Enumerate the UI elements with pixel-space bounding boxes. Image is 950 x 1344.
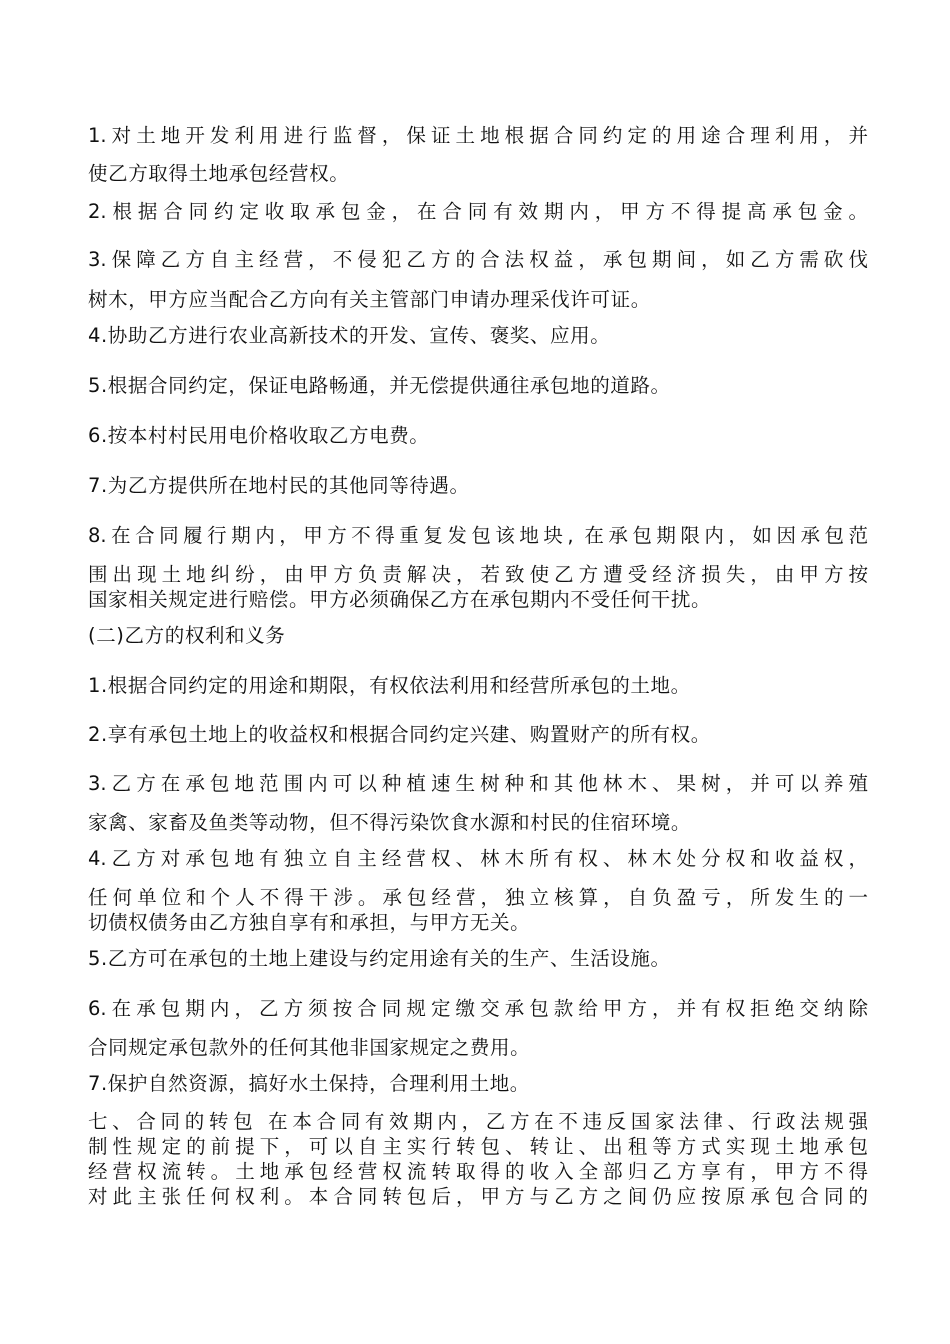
text-line: 3.乙方在承包地范围内可以种植速生树种和其他林木、果树，并可以养殖 [88, 772, 868, 795]
text-line: 1.根据合同约定的用途和期限，有权依法利用和经营所承包的土地。 [88, 674, 691, 697]
text-line: 2.享有承包土地上的收益权和根据合同约定兴建、购置财产的所有权。 [88, 723, 711, 746]
text-line: 国家相关规定进行赔偿。甲方必须确保乙方在承包期内不受任何干扰。 [88, 588, 712, 611]
text-line: 任何单位和个人不得干涉。承包经营，独立核算，自负盈亏，所发生的一 [88, 886, 868, 909]
text-line: 七、合同的转包 在本合同有效期内，乙方在不违反国家法律、行政法规强 [88, 1110, 868, 1133]
text-line: 切债权债务由乙方独自享有和承担，与甲方无关。 [88, 911, 531, 934]
text-line: 1.对土地开发利用进行监督，保证土地根据合同约定的用途合理利用，并 [88, 124, 868, 147]
text-line: 3.保障乙方自主经营，不侵犯乙方的合法权益，承包期间，如乙方需砍伐 [88, 248, 868, 271]
text-line: 4.乙方对承包地有独立自主经营权、林木所有权、林木处分权和收益权， [88, 847, 868, 870]
text-line: 2.根据合同约定收取承包金，在合同有效期内，甲方不得提高承包金。 [88, 200, 868, 223]
text-line: 经营权流转。土地承包经营权流转取得的收入全部归乙方享有，甲方不得 [88, 1160, 868, 1183]
text-line: 使乙方取得土地承包经营权。 [88, 162, 350, 185]
text-line: 家禽、家畜及鱼类等动物，但不得污染饮食水源和村民的住宿环境。 [88, 811, 692, 834]
text-line: 6.在承包期内，乙方须按合同规定缴交承包款给甲方，并有权拒绝交纳除 [88, 997, 868, 1020]
text-line: 5.根据合同约定，保证电路畅通，并无偿提供通往承包地的道路。 [88, 374, 671, 397]
text-line: 对此主张任何权利。本合同转包后，甲方与乙方之间仍应按原承包合同的 [88, 1185, 868, 1208]
section-heading: (二)乙方的权利和义务 [88, 624, 286, 647]
text-line: 树木，甲方应当配合乙方向有关主管部门申请办理采伐许可证。 [88, 288, 651, 311]
text-line: 制性规定的前提下，可以自主实行转包、转让、出租等方式实现土地承包 [88, 1135, 868, 1158]
text-line: 5.乙方可在承包的土地上建设与约定用途有关的生产、生活设施。 [88, 947, 671, 970]
text-line: 7.保护自然资源，搞好水土保持，合理利用土地。 [88, 1072, 530, 1095]
text-line: 8.在合同履行期内，甲方不得重复发包该地块, 在承包期限内，如因承包范 [88, 524, 868, 547]
text-line: 4.协助乙方进行农业高新技术的开发、宣传、褒奖、应用。 [88, 324, 611, 347]
text-line: 合同规定承包款外的任何其他非国家规定之费用。 [88, 1036, 531, 1059]
text-line: 7.为乙方提供所在地村民的其他同等待遇。 [88, 474, 470, 497]
text-line: 6.按本村村民用电价格收取乙方电费。 [88, 424, 430, 447]
text-line: 围出现土地纠纷，由甲方负责解决，若致使乙方遭受经济损失，由甲方按 [88, 563, 868, 586]
